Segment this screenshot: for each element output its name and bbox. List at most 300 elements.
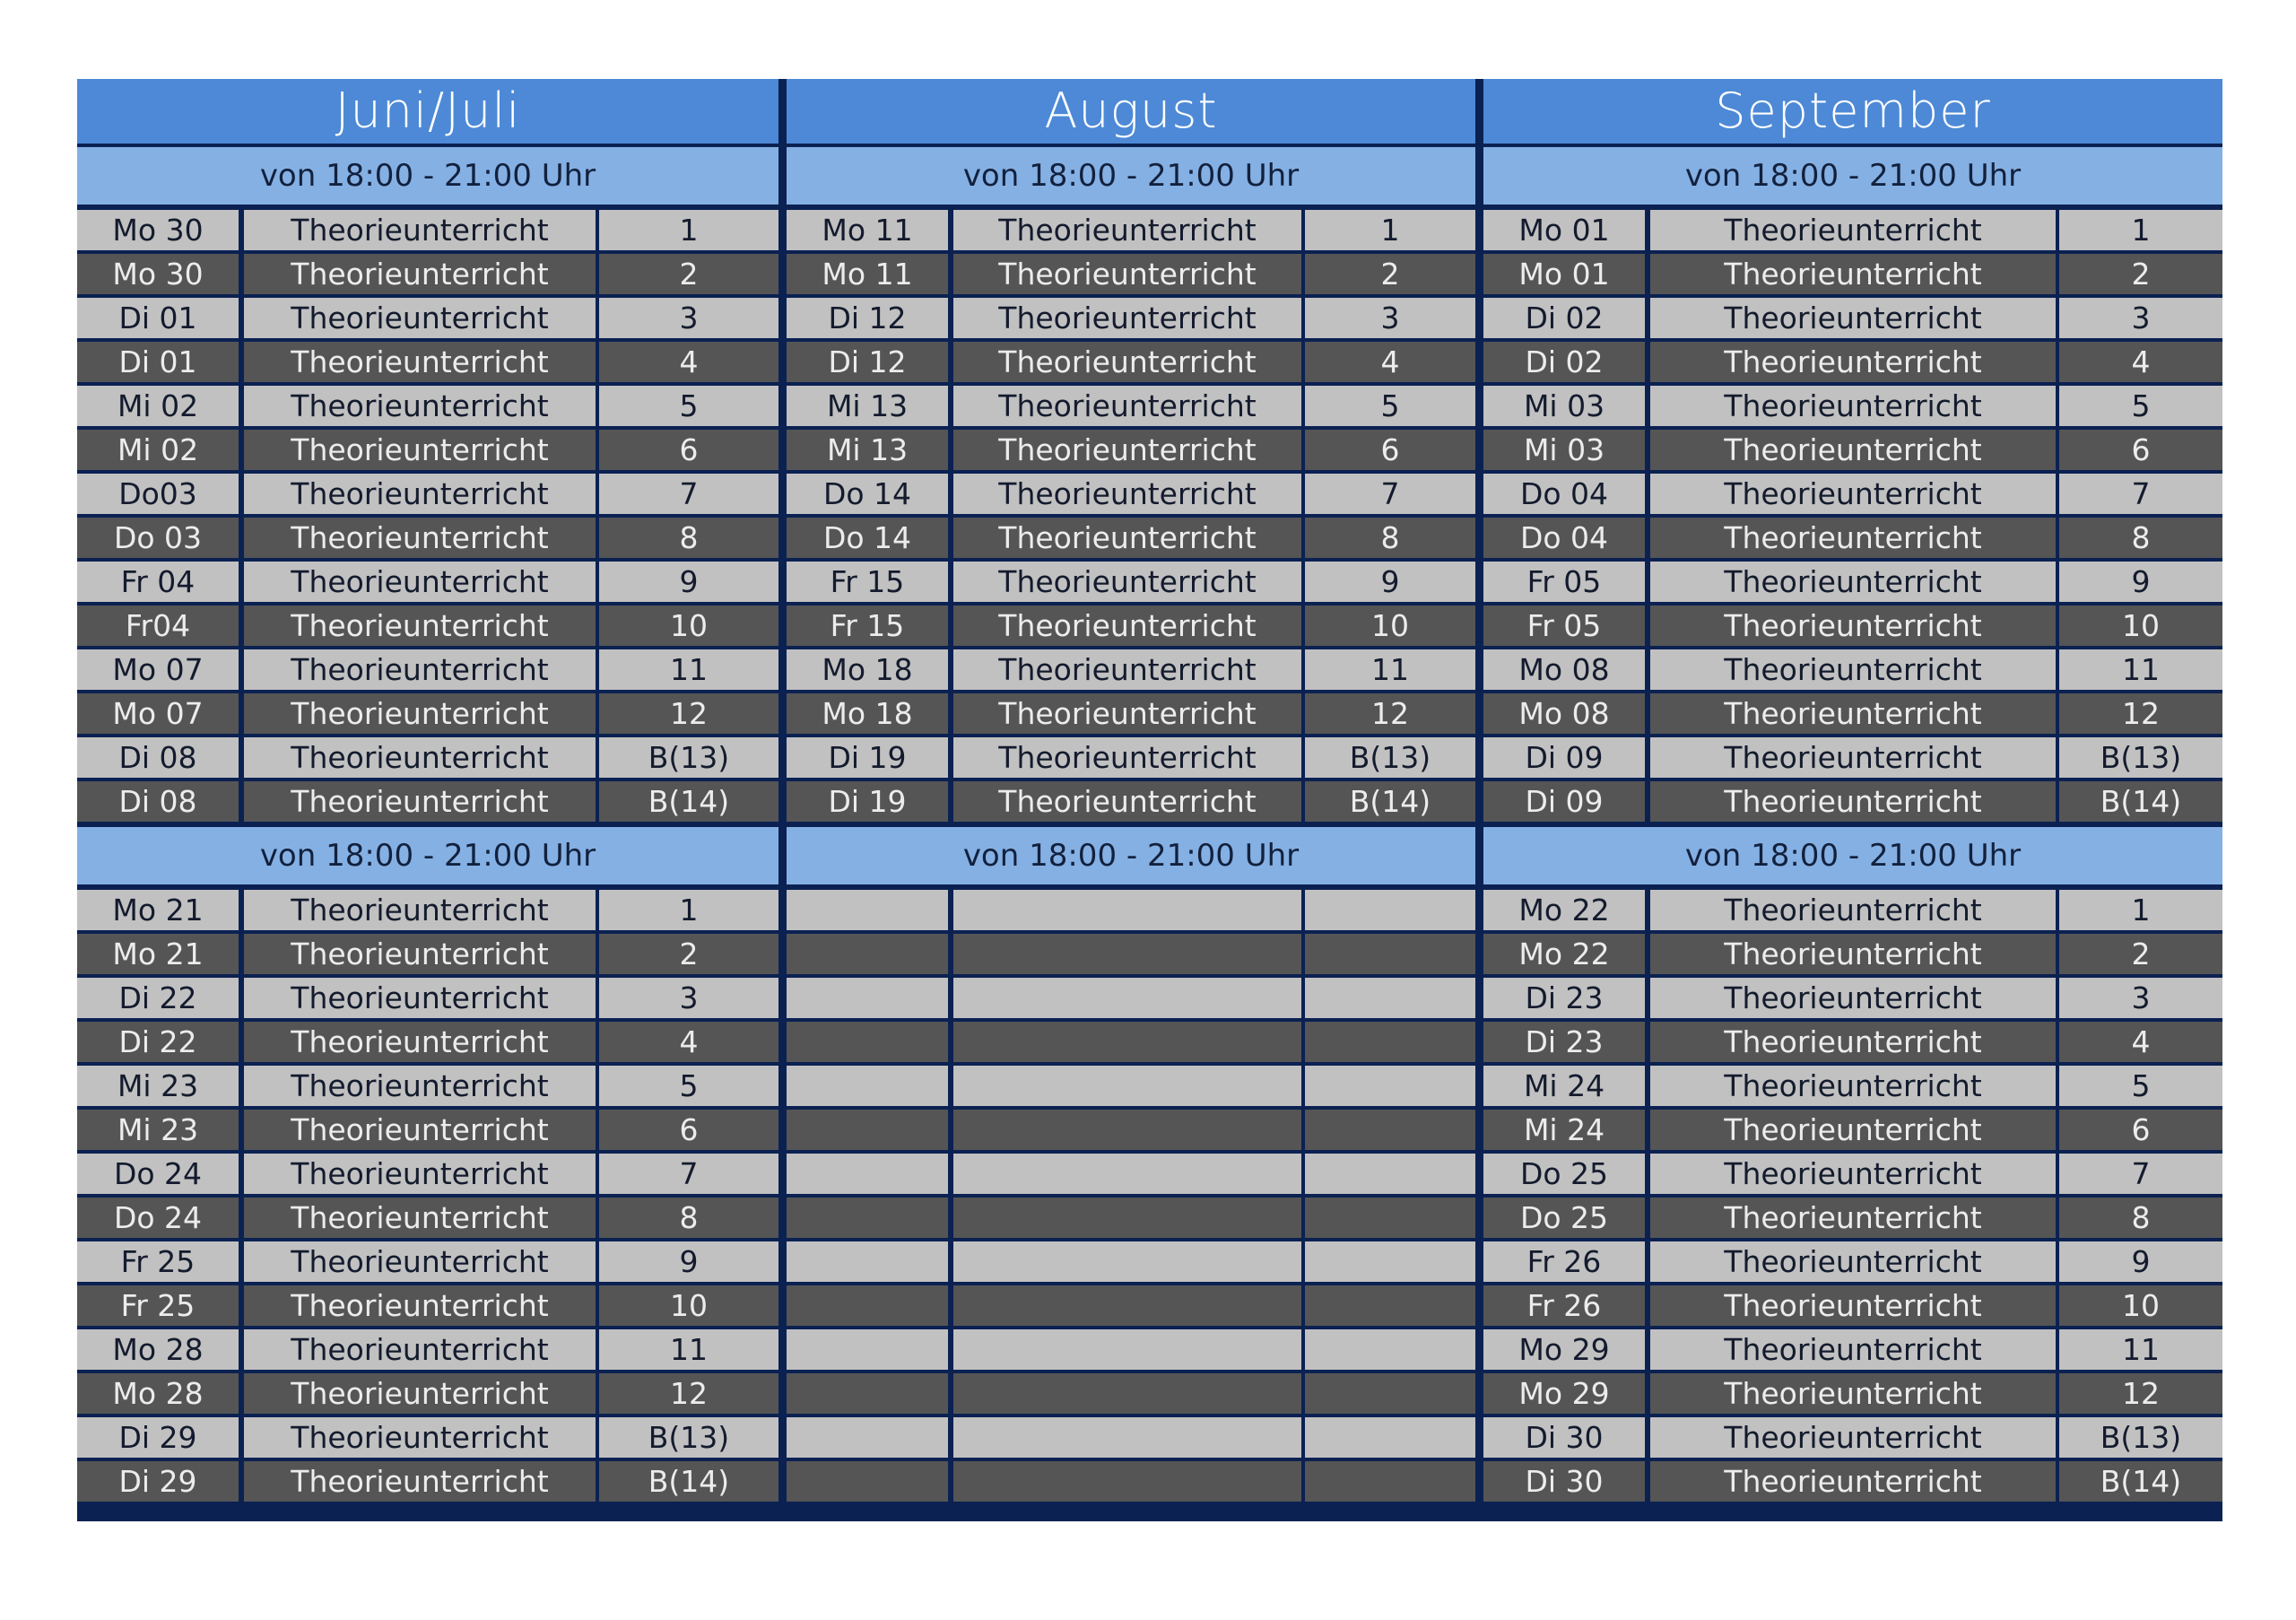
day-cell: Mo 30 [77, 254, 239, 294]
table-row [77, 1373, 778, 1417]
day-cell: Mi 23 [77, 1066, 239, 1106]
table-row [787, 978, 1475, 1022]
lesson-number-cell: 9 [2059, 1241, 2222, 1282]
table-row [1483, 1110, 2222, 1154]
day-cell: Di 23 [1483, 1022, 1645, 1062]
lesson-number-cell: 11 [599, 1329, 778, 1370]
day-cell: Mo 22 [1483, 934, 1645, 974]
day-cell: Do03 [77, 474, 239, 514]
month-title: September [1483, 79, 2222, 144]
lesson-cell: Theorieunterricht [1650, 210, 2056, 250]
day-cell [787, 1066, 948, 1106]
table-row [1483, 1417, 2222, 1461]
lesson-cell: Theorieunterricht [244, 1285, 596, 1326]
table-row [787, 1022, 1475, 1066]
lesson-cell: Theorieunterricht [244, 474, 596, 514]
day-cell: Di 08 [77, 781, 239, 822]
lesson-cell: Theorieunterricht [244, 1066, 596, 1106]
table-row [1483, 1241, 2222, 1285]
lesson-number-cell: B(14) [599, 1461, 778, 1502]
table-row [77, 890, 778, 934]
lesson-number-cell [1305, 1417, 1475, 1458]
lesson-number-cell: 10 [599, 605, 778, 646]
lesson-number-cell: 1 [599, 210, 778, 250]
day-cell [787, 1417, 948, 1458]
table-row [1483, 254, 2222, 298]
lesson-cell: Theorieunterricht [1650, 1110, 2056, 1150]
day-cell: Mo 11 [787, 254, 948, 294]
lesson-cell [953, 934, 1301, 974]
day-cell: Do 24 [77, 1154, 239, 1194]
day-cell: Mi 02 [77, 386, 239, 426]
day-cell: Di 30 [1483, 1461, 1645, 1502]
lesson-number-cell: 11 [2059, 649, 2222, 690]
lesson-cell: Theorieunterricht [1650, 1198, 2056, 1238]
day-cell: Mi 03 [1483, 430, 1645, 470]
table-row [77, 978, 778, 1022]
lesson-cell: Theorieunterricht [953, 737, 1301, 778]
lesson-cell: Theorieunterricht [1650, 474, 2056, 514]
lesson-number-cell: 4 [599, 1022, 778, 1062]
lesson-number-cell: 2 [1305, 254, 1475, 294]
lesson-cell: Theorieunterricht [244, 1417, 596, 1458]
day-cell: Mi 24 [1483, 1110, 1645, 1150]
lesson-number-cell: 10 [2059, 1285, 2222, 1326]
lesson-cell: Theorieunterricht [953, 298, 1301, 338]
lesson-number-cell [1305, 1285, 1475, 1326]
lesson-number-cell [1305, 1066, 1475, 1106]
day-cell: Mo 11 [787, 210, 948, 250]
day-cell: Mo 01 [1483, 254, 1645, 294]
lesson-cell: Theorieunterricht [244, 386, 596, 426]
table-row [1483, 386, 2222, 430]
table-row [787, 562, 1475, 605]
schedule-table [77, 79, 2222, 1521]
lesson-number-cell: 3 [2059, 298, 2222, 338]
lesson-number-cell: 5 [1305, 386, 1475, 426]
table-row [77, 342, 778, 386]
lesson-cell: Theorieunterricht [1650, 562, 2056, 602]
day-cell: Mi 02 [77, 430, 239, 470]
lesson-number-cell: 11 [599, 649, 778, 690]
table-row [1483, 693, 2222, 737]
lesson-cell: Theorieunterricht [244, 298, 596, 338]
day-cell: Mo 21 [77, 890, 239, 930]
lesson-cell: Theorieunterricht [1650, 342, 2056, 382]
lesson-cell: Theorieunterricht [953, 386, 1301, 426]
table-row [77, 737, 778, 781]
day-cell: Mo 08 [1483, 693, 1645, 734]
day-cell: Di 29 [77, 1417, 239, 1458]
lesson-number-cell: 3 [599, 298, 778, 338]
table-row [787, 890, 1475, 934]
day-cell: Fr 04 [77, 562, 239, 602]
table-row [77, 562, 778, 605]
day-cell: Mi 13 [787, 430, 948, 470]
lesson-cell: Theorieunterricht [1650, 890, 2056, 930]
lesson-number-cell: 9 [1305, 562, 1475, 602]
lesson-cell: Theorieunterricht [1650, 649, 2056, 690]
lesson-number-cell [1305, 1198, 1475, 1238]
lesson-number-cell: 1 [2059, 890, 2222, 930]
lesson-cell: Theorieunterricht [1650, 934, 2056, 974]
table-row [787, 1285, 1475, 1329]
table-row [787, 1110, 1475, 1154]
lesson-cell: Theorieunterricht [1650, 254, 2056, 294]
lesson-cell: Theorieunterricht [244, 781, 596, 822]
lesson-number-cell: 8 [1305, 518, 1475, 558]
day-cell: Mo 29 [1483, 1373, 1645, 1414]
day-cell: Di 09 [1483, 737, 1645, 778]
table-row [1483, 934, 2222, 978]
lesson-number-cell: 3 [599, 978, 778, 1018]
day-cell: Di 02 [1483, 298, 1645, 338]
day-cell: Do 14 [787, 518, 948, 558]
lesson-number-cell: 3 [1305, 298, 1475, 338]
table-row [1483, 1285, 2222, 1329]
table-row [1483, 1154, 2222, 1198]
lesson-number-cell: 8 [2059, 1198, 2222, 1238]
lesson-number-cell: 12 [1305, 693, 1475, 734]
day-cell: Mo 07 [77, 649, 239, 690]
lesson-cell: Theorieunterricht [1650, 1417, 2056, 1458]
lesson-cell: Theorieunterricht [953, 693, 1301, 734]
table-row [787, 518, 1475, 562]
lesson-cell: Theorieunterricht [244, 430, 596, 470]
table-row [77, 649, 778, 693]
day-cell: Fr 25 [77, 1285, 239, 1326]
lesson-number-cell [1305, 1110, 1475, 1150]
table-row [787, 649, 1475, 693]
table-row [77, 474, 778, 518]
day-cell: Do 04 [1483, 518, 1645, 558]
day-cell [787, 1110, 948, 1150]
lesson-cell: Theorieunterricht [1650, 605, 2056, 646]
table-row [77, 605, 778, 649]
table-row [77, 1198, 778, 1241]
table-row [787, 342, 1475, 386]
lesson-number-cell: 1 [1305, 210, 1475, 250]
day-cell: Di 01 [77, 298, 239, 338]
table-row [787, 1329, 1475, 1373]
month-column-september [1483, 79, 2222, 1521]
day-cell: Di 23 [1483, 978, 1645, 1018]
table-row [1483, 1066, 2222, 1110]
lesson-cell: Theorieunterricht [953, 562, 1301, 602]
lesson-cell: Theorieunterricht [953, 781, 1301, 822]
day-cell: Mo 01 [1483, 210, 1645, 250]
table-row [1483, 1461, 2222, 1505]
lesson-cell: Theorieunterricht [1650, 1461, 2056, 1502]
day-cell: Mo 08 [1483, 649, 1645, 690]
lesson-number-cell: 6 [1305, 430, 1475, 470]
table-row [787, 1154, 1475, 1198]
session-block [77, 210, 778, 825]
table-row [77, 934, 778, 978]
day-cell: Fr 26 [1483, 1241, 1645, 1282]
lesson-number-cell: B(13) [1305, 737, 1475, 778]
lesson-cell: Theorieunterricht [1650, 1373, 2056, 1414]
lesson-cell: Theorieunterricht [244, 1022, 596, 1062]
lesson-cell: Theorieunterricht [1650, 386, 2056, 426]
table-row [1483, 978, 2222, 1022]
lesson-cell [953, 978, 1301, 1018]
lesson-number-cell: 1 [599, 890, 778, 930]
lesson-number-cell: 5 [599, 1066, 778, 1106]
day-cell: Do 03 [77, 518, 239, 558]
lesson-cell: Theorieunterricht [1650, 1066, 2056, 1106]
day-cell [787, 978, 948, 1018]
lesson-cell: Theorieunterricht [244, 342, 596, 382]
lesson-number-cell: 9 [2059, 562, 2222, 602]
lesson-cell [953, 1198, 1301, 1238]
day-cell: Di 29 [77, 1461, 239, 1502]
lesson-cell: Theorieunterricht [244, 605, 596, 646]
lesson-number-cell: 8 [599, 1198, 778, 1238]
table-row [1483, 518, 2222, 562]
lesson-cell: Theorieunterricht [244, 210, 596, 250]
lesson-number-cell: B(13) [2059, 1417, 2222, 1458]
lesson-number-cell: 7 [599, 1154, 778, 1194]
table-row [77, 430, 778, 474]
lesson-number-cell [1305, 1241, 1475, 1282]
time-header: von 18:00 - 21:00 Uhr [787, 147, 1475, 205]
table-row [787, 430, 1475, 474]
table-row [1483, 605, 2222, 649]
table-row [787, 210, 1475, 254]
day-cell: Fr 25 [77, 1241, 239, 1282]
table-row [1483, 210, 2222, 254]
day-cell: Do 25 [1483, 1198, 1645, 1238]
table-row [1483, 1022, 2222, 1066]
time-header: von 18:00 - 21:00 Uhr [77, 827, 778, 884]
lesson-number-cell: 6 [2059, 1110, 2222, 1150]
day-cell: Mo 18 [787, 693, 948, 734]
lesson-cell [953, 1154, 1301, 1194]
table-row [787, 934, 1475, 978]
lesson-number-cell: 5 [599, 386, 778, 426]
day-cell: Mi 23 [77, 1110, 239, 1150]
day-cell: Fr 15 [787, 562, 948, 602]
day-cell: Mo 22 [1483, 890, 1645, 930]
table-row [787, 1241, 1475, 1285]
lesson-cell [953, 1329, 1301, 1370]
table-row [787, 1373, 1475, 1417]
lesson-number-cell: 7 [2059, 474, 2222, 514]
lesson-number-cell: 4 [599, 342, 778, 382]
lesson-number-cell: 5 [2059, 1066, 2222, 1106]
table-row [787, 693, 1475, 737]
day-cell: Fr 05 [1483, 562, 1645, 602]
table-row [77, 1417, 778, 1461]
day-cell: Di 09 [1483, 781, 1645, 822]
table-row [1483, 890, 2222, 934]
lesson-cell: Theorieunterricht [1650, 298, 2056, 338]
lesson-cell: Theorieunterricht [244, 737, 596, 778]
lesson-number-cell: 9 [599, 562, 778, 602]
day-cell [787, 1241, 948, 1282]
table-row [787, 1461, 1475, 1505]
table-row [1483, 298, 2222, 342]
lesson-cell: Theorieunterricht [1650, 781, 2056, 822]
table-row [1483, 737, 2222, 781]
table-row [77, 781, 778, 825]
lesson-cell: Theorieunterricht [244, 1241, 596, 1282]
time-header: von 18:00 - 21:00 Uhr [1483, 827, 2222, 884]
lesson-number-cell: 12 [2059, 1373, 2222, 1414]
lesson-cell: Theorieunterricht [244, 1154, 596, 1194]
lesson-cell: Theorieunterricht [1650, 1241, 2056, 1282]
table-row [787, 386, 1475, 430]
lesson-number-cell: 6 [599, 430, 778, 470]
lesson-cell: Theorieunterricht [244, 978, 596, 1018]
day-cell: Mo 28 [77, 1329, 239, 1370]
lesson-number-cell [1305, 1461, 1475, 1502]
lesson-number-cell: 12 [599, 693, 778, 734]
lesson-cell: Theorieunterricht [244, 649, 596, 690]
lesson-number-cell [1305, 978, 1475, 1018]
lesson-number-cell: B(14) [599, 781, 778, 822]
lesson-number-cell: 9 [599, 1241, 778, 1282]
day-cell [787, 1329, 948, 1370]
lesson-cell: Theorieunterricht [244, 254, 596, 294]
day-cell: Fr04 [77, 605, 239, 646]
day-cell: Di 19 [787, 781, 948, 822]
day-cell: Mo 07 [77, 693, 239, 734]
lesson-number-cell: 4 [1305, 342, 1475, 382]
table-row [77, 386, 778, 430]
lesson-number-cell [1305, 1022, 1475, 1062]
day-cell: Do 24 [77, 1198, 239, 1238]
day-cell [787, 1154, 948, 1194]
table-row [787, 1198, 1475, 1241]
day-cell: Mo 29 [1483, 1329, 1645, 1370]
time-header: von 18:00 - 21:00 Uhr [1483, 147, 2222, 205]
month-title: August [787, 79, 1475, 144]
lesson-cell: Theorieunterricht [953, 430, 1301, 470]
lesson-cell: Theorieunterricht [244, 1329, 596, 1370]
lesson-cell [953, 1373, 1301, 1414]
table-row [1483, 342, 2222, 386]
lesson-number-cell: 2 [2059, 254, 2222, 294]
lesson-number-cell: 4 [2059, 1022, 2222, 1062]
table-row [787, 1417, 1475, 1461]
lesson-cell: Theorieunterricht [244, 1110, 596, 1150]
table-row [787, 781, 1475, 825]
lesson-cell: Theorieunterricht [244, 934, 596, 974]
day-cell [787, 1373, 948, 1414]
table-row [787, 737, 1475, 781]
table-row [1483, 1198, 2222, 1241]
lesson-number-cell: 3 [2059, 978, 2222, 1018]
time-header: von 18:00 - 21:00 Uhr [77, 147, 778, 205]
table-row [1483, 649, 2222, 693]
lesson-cell: Theorieunterricht [1650, 1329, 2056, 1370]
day-cell: Di 01 [77, 342, 239, 382]
lesson-cell: Theorieunterricht [953, 605, 1301, 646]
lesson-cell [953, 1241, 1301, 1282]
lesson-number-cell [1305, 890, 1475, 930]
table-row [1483, 1329, 2222, 1373]
lesson-cell [953, 1417, 1301, 1458]
lesson-cell: Theorieunterricht [244, 890, 596, 930]
lesson-number-cell [1305, 1373, 1475, 1414]
day-cell: Di 12 [787, 298, 948, 338]
month-column-juni-juli [77, 79, 778, 1521]
day-cell [787, 1022, 948, 1062]
table-row [77, 1241, 778, 1285]
table-row [1483, 430, 2222, 474]
lesson-cell: Theorieunterricht [1650, 518, 2056, 558]
lesson-number-cell: 10 [599, 1285, 778, 1326]
lesson-cell: Theorieunterricht [1650, 1285, 2056, 1326]
lesson-number-cell: B(14) [2059, 781, 2222, 822]
lesson-number-cell: 12 [2059, 693, 2222, 734]
lesson-number-cell: 8 [599, 518, 778, 558]
lesson-cell: Theorieunterricht [953, 254, 1301, 294]
session-block [1483, 210, 2222, 825]
lesson-number-cell [1305, 1329, 1475, 1370]
day-cell: Di 22 [77, 1022, 239, 1062]
table-row [1483, 474, 2222, 518]
lesson-cell [953, 1022, 1301, 1062]
lesson-number-cell: 11 [1305, 649, 1475, 690]
lesson-cell [953, 1066, 1301, 1106]
lesson-number-cell: 7 [599, 474, 778, 514]
lesson-cell: Theorieunterricht [244, 518, 596, 558]
day-cell: Mo 28 [77, 1373, 239, 1414]
lesson-number-cell: B(14) [1305, 781, 1475, 822]
table-row [77, 1066, 778, 1110]
lesson-number-cell: 11 [2059, 1329, 2222, 1370]
lesson-cell [953, 1461, 1301, 1502]
day-cell [787, 1285, 948, 1326]
lesson-number-cell: 2 [599, 934, 778, 974]
session-block [77, 890, 778, 1505]
session-block [787, 890, 1475, 1505]
lesson-cell: Theorieunterricht [953, 342, 1301, 382]
day-cell [787, 1198, 948, 1238]
lesson-number-cell: 5 [2059, 386, 2222, 426]
lesson-cell: Theorieunterricht [244, 693, 596, 734]
day-cell: Di 12 [787, 342, 948, 382]
table-row [1483, 781, 2222, 825]
lesson-cell [953, 890, 1301, 930]
table-row [77, 1110, 778, 1154]
day-cell [787, 890, 948, 930]
lesson-number-cell: 6 [599, 1110, 778, 1150]
day-cell: Do 04 [1483, 474, 1645, 514]
day-cell: Di 19 [787, 737, 948, 778]
lesson-cell: Theorieunterricht [1650, 430, 2056, 470]
lesson-number-cell: 2 [2059, 934, 2222, 974]
table-row [77, 1461, 778, 1505]
table-row [77, 1154, 778, 1198]
lesson-number-cell: 2 [599, 254, 778, 294]
table-row [77, 1022, 778, 1066]
lesson-number-cell: 8 [2059, 518, 2222, 558]
table-row [77, 210, 778, 254]
lesson-cell: Theorieunterricht [1650, 737, 2056, 778]
lesson-cell: Theorieunterricht [1650, 693, 2056, 734]
lesson-cell: Theorieunterricht [953, 474, 1301, 514]
lesson-cell: Theorieunterricht [1650, 1154, 2056, 1194]
lesson-number-cell: 6 [2059, 430, 2222, 470]
day-cell: Fr 05 [1483, 605, 1645, 646]
lesson-number-cell: B(14) [2059, 1461, 2222, 1502]
day-cell [787, 934, 948, 974]
lesson-number-cell: 10 [2059, 605, 2222, 646]
